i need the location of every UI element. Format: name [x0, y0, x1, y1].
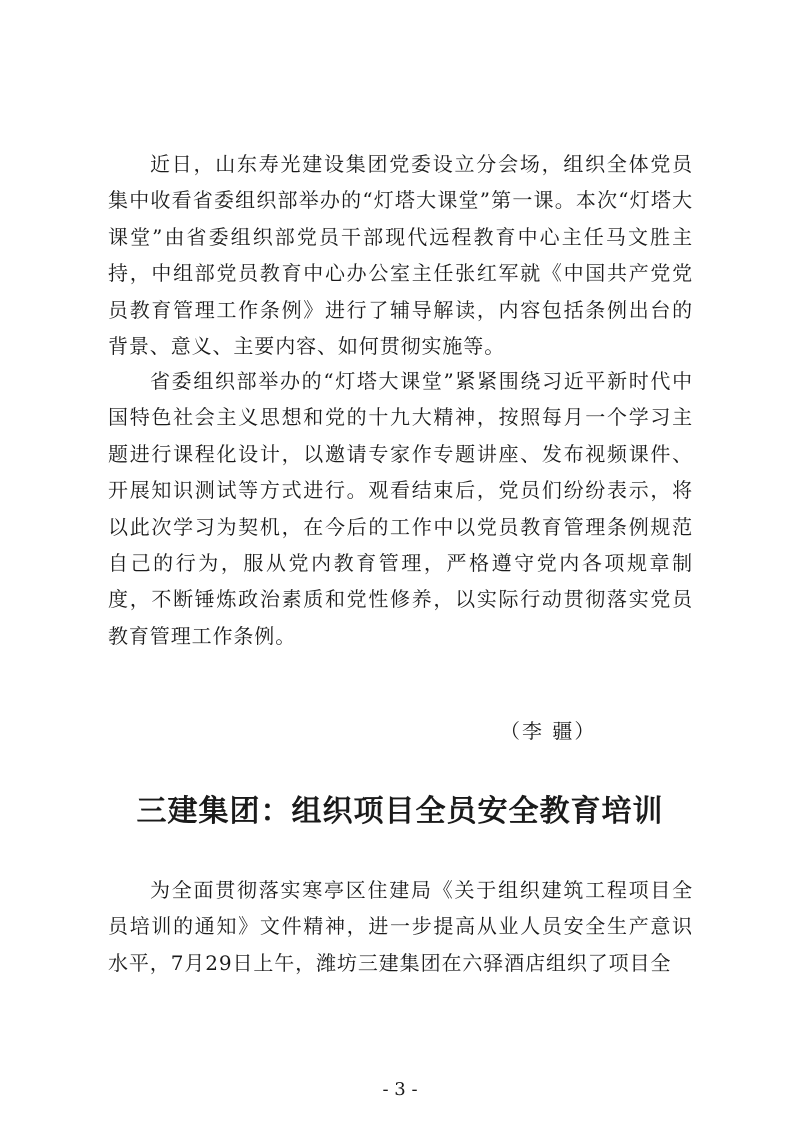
article2-paragraph-1: 为全面贯彻落实寒亭区住建局《关于组织建筑工程项目全员培训的通知》文件精神，进一步提高从业人员安全生产意识水平，7月29日上午，潍坊三建集团在六驿酒店组织了项目全	[108, 878, 693, 975]
article2-title: 三建集团：组织项目全员安全教育培训	[136, 794, 664, 829]
page-number: - 3 -	[382, 1079, 418, 1100]
article1-author: （李 疆）	[500, 719, 597, 743]
article1-paragraph-2: 省委组织部举办的“灯塔大课堂”紧紧围绕习近平新时代中国特色社会主义思想和党的十九大精神，按照每月一个学习主题进行课程化设计，以邀请专家作专题讲座、发布视频课件、开展知识测试等方式进行。观看结束后，党员们纷纷表示，将以此次学习为契机，在今后的工作中以党员教育管理条例规范自己的行为，服从党内教育管理，严格遵守党内各项规章制度，不断锤炼政治素质和党性修养，以实际行动贯彻落实党员教育管理工作条例。	[108, 369, 693, 648]
article1-paragraph-1: 近日，山东寿光建设集团党委设立分会场，组织全体党员集中收看省委组织部举办的“灯塔大课堂”第一课。本次“灯塔大课堂”由省委组织部党员干部现代远程教育中心主任马文胜主持，中组部党员教育中心办公室主任张红军就《中国共产党党员教育管理工作条例》进行了辅导解读，内容包括条例出台的背景、意义、主要内容、如何贯彻实施等。	[108, 152, 693, 359]
